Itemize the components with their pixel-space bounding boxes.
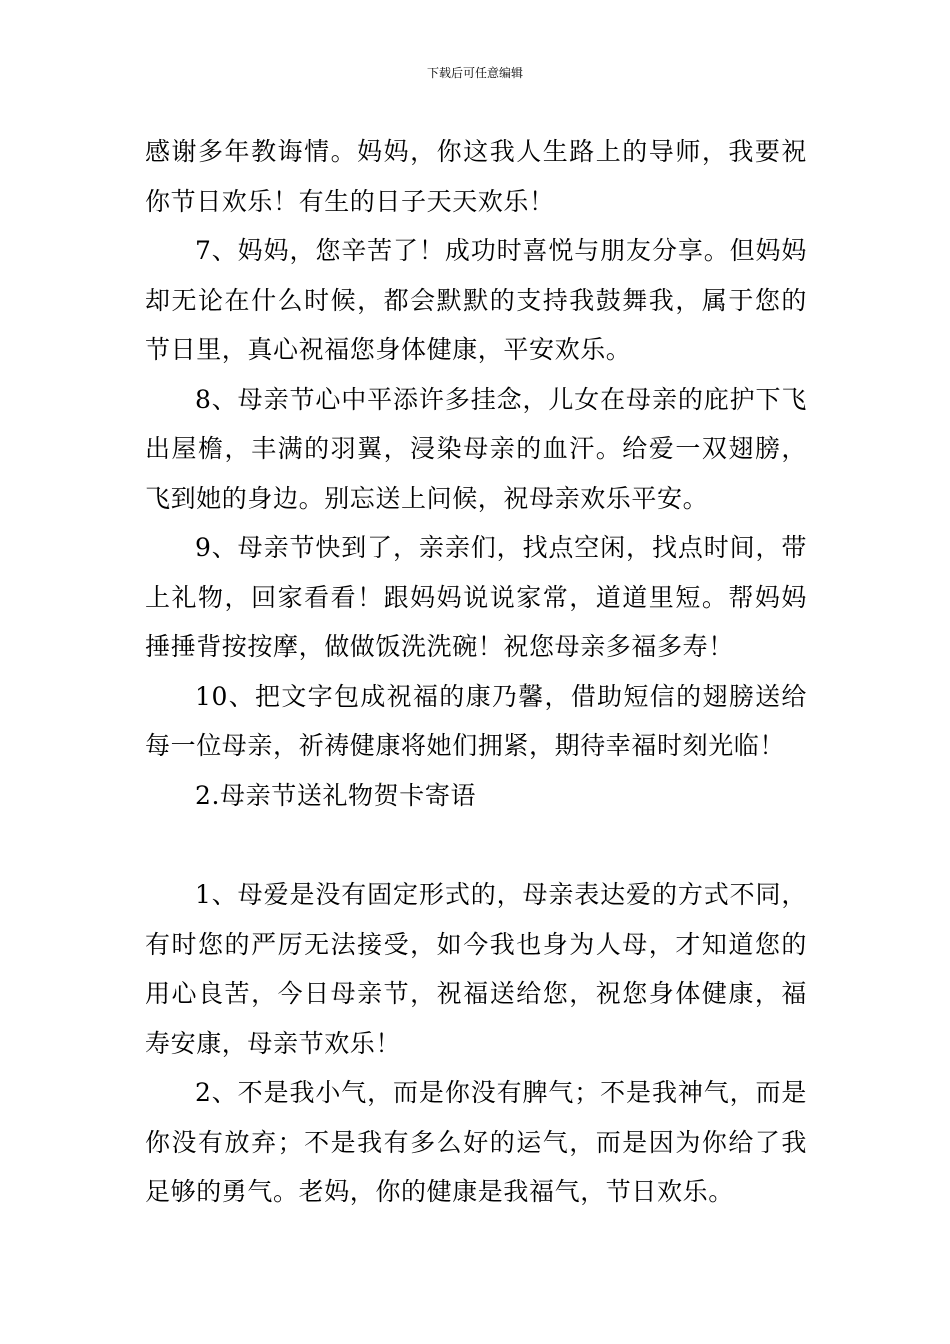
section-heading: 2.母亲节送礼物贺卡寄语 — [195, 780, 477, 810]
document-body — [145, 127, 807, 1217]
paragraph-item-10: 10、把文字包成祝福的康乃馨，借助短信的翅膀送给每一位母亲，祈祷健康将她们拥紧，期待幸福时刻光临！ — [145, 681, 807, 760]
paragraph-continued: 感谢多年教诲情。妈妈，你这我人生路上的导师，我要祝你节日欢乐！有生的日子天天欢乐！ — [145, 137, 807, 216]
paragraph-item-1: 1、母爱是没有固定形式的，母亲表达爱的方式不同，有时您的严厉无法接受，如今我也身为人母，才知道您的用心良苦，今日母亲节，祝福送给您，祝您身体健康，福寿安康，母亲节欢乐！ — [145, 880, 807, 1058]
section-spacer — [145, 820, 807, 870]
page-header-note: 下载后可任意编辑 — [426, 66, 523, 80]
paragraph-item-8: 8、母亲节心中平添许多挂念，儿女在母亲的庇护下飞出屋檐，丰满的羽翼，浸染母亲的血汗。给爱一双翅膀，飞到她的身边。别忘送上问候，祝母亲欢乐平安。 — [145, 384, 807, 513]
paragraph-item-2: 2、不是我小气，而是你没有脾气；不是我神气，而是你没有放弃；不是我有多么好的运气，而是因为你给了我足够的勇气。老妈，你的健康是我福气，节日欢乐。 — [145, 1078, 807, 1206]
paragraph-item-9: 9、母亲节快到了，亲亲们，找点空闲，找点时间，带上礼物，回家看看！跟妈妈说说家常，道道里短。帮妈妈捶捶背按按摩，做做饭洗洗碗！祝您母亲多福多寿！ — [145, 533, 807, 661]
paragraph-item-7: 7、妈妈，您辛苦了！成功时喜悦与朋友分享。但妈妈却无论在什么时候，都会默默的支持我鼓舞我，属于您的节日里，真心祝福您身体健康，平安欢乐。 — [145, 236, 807, 364]
